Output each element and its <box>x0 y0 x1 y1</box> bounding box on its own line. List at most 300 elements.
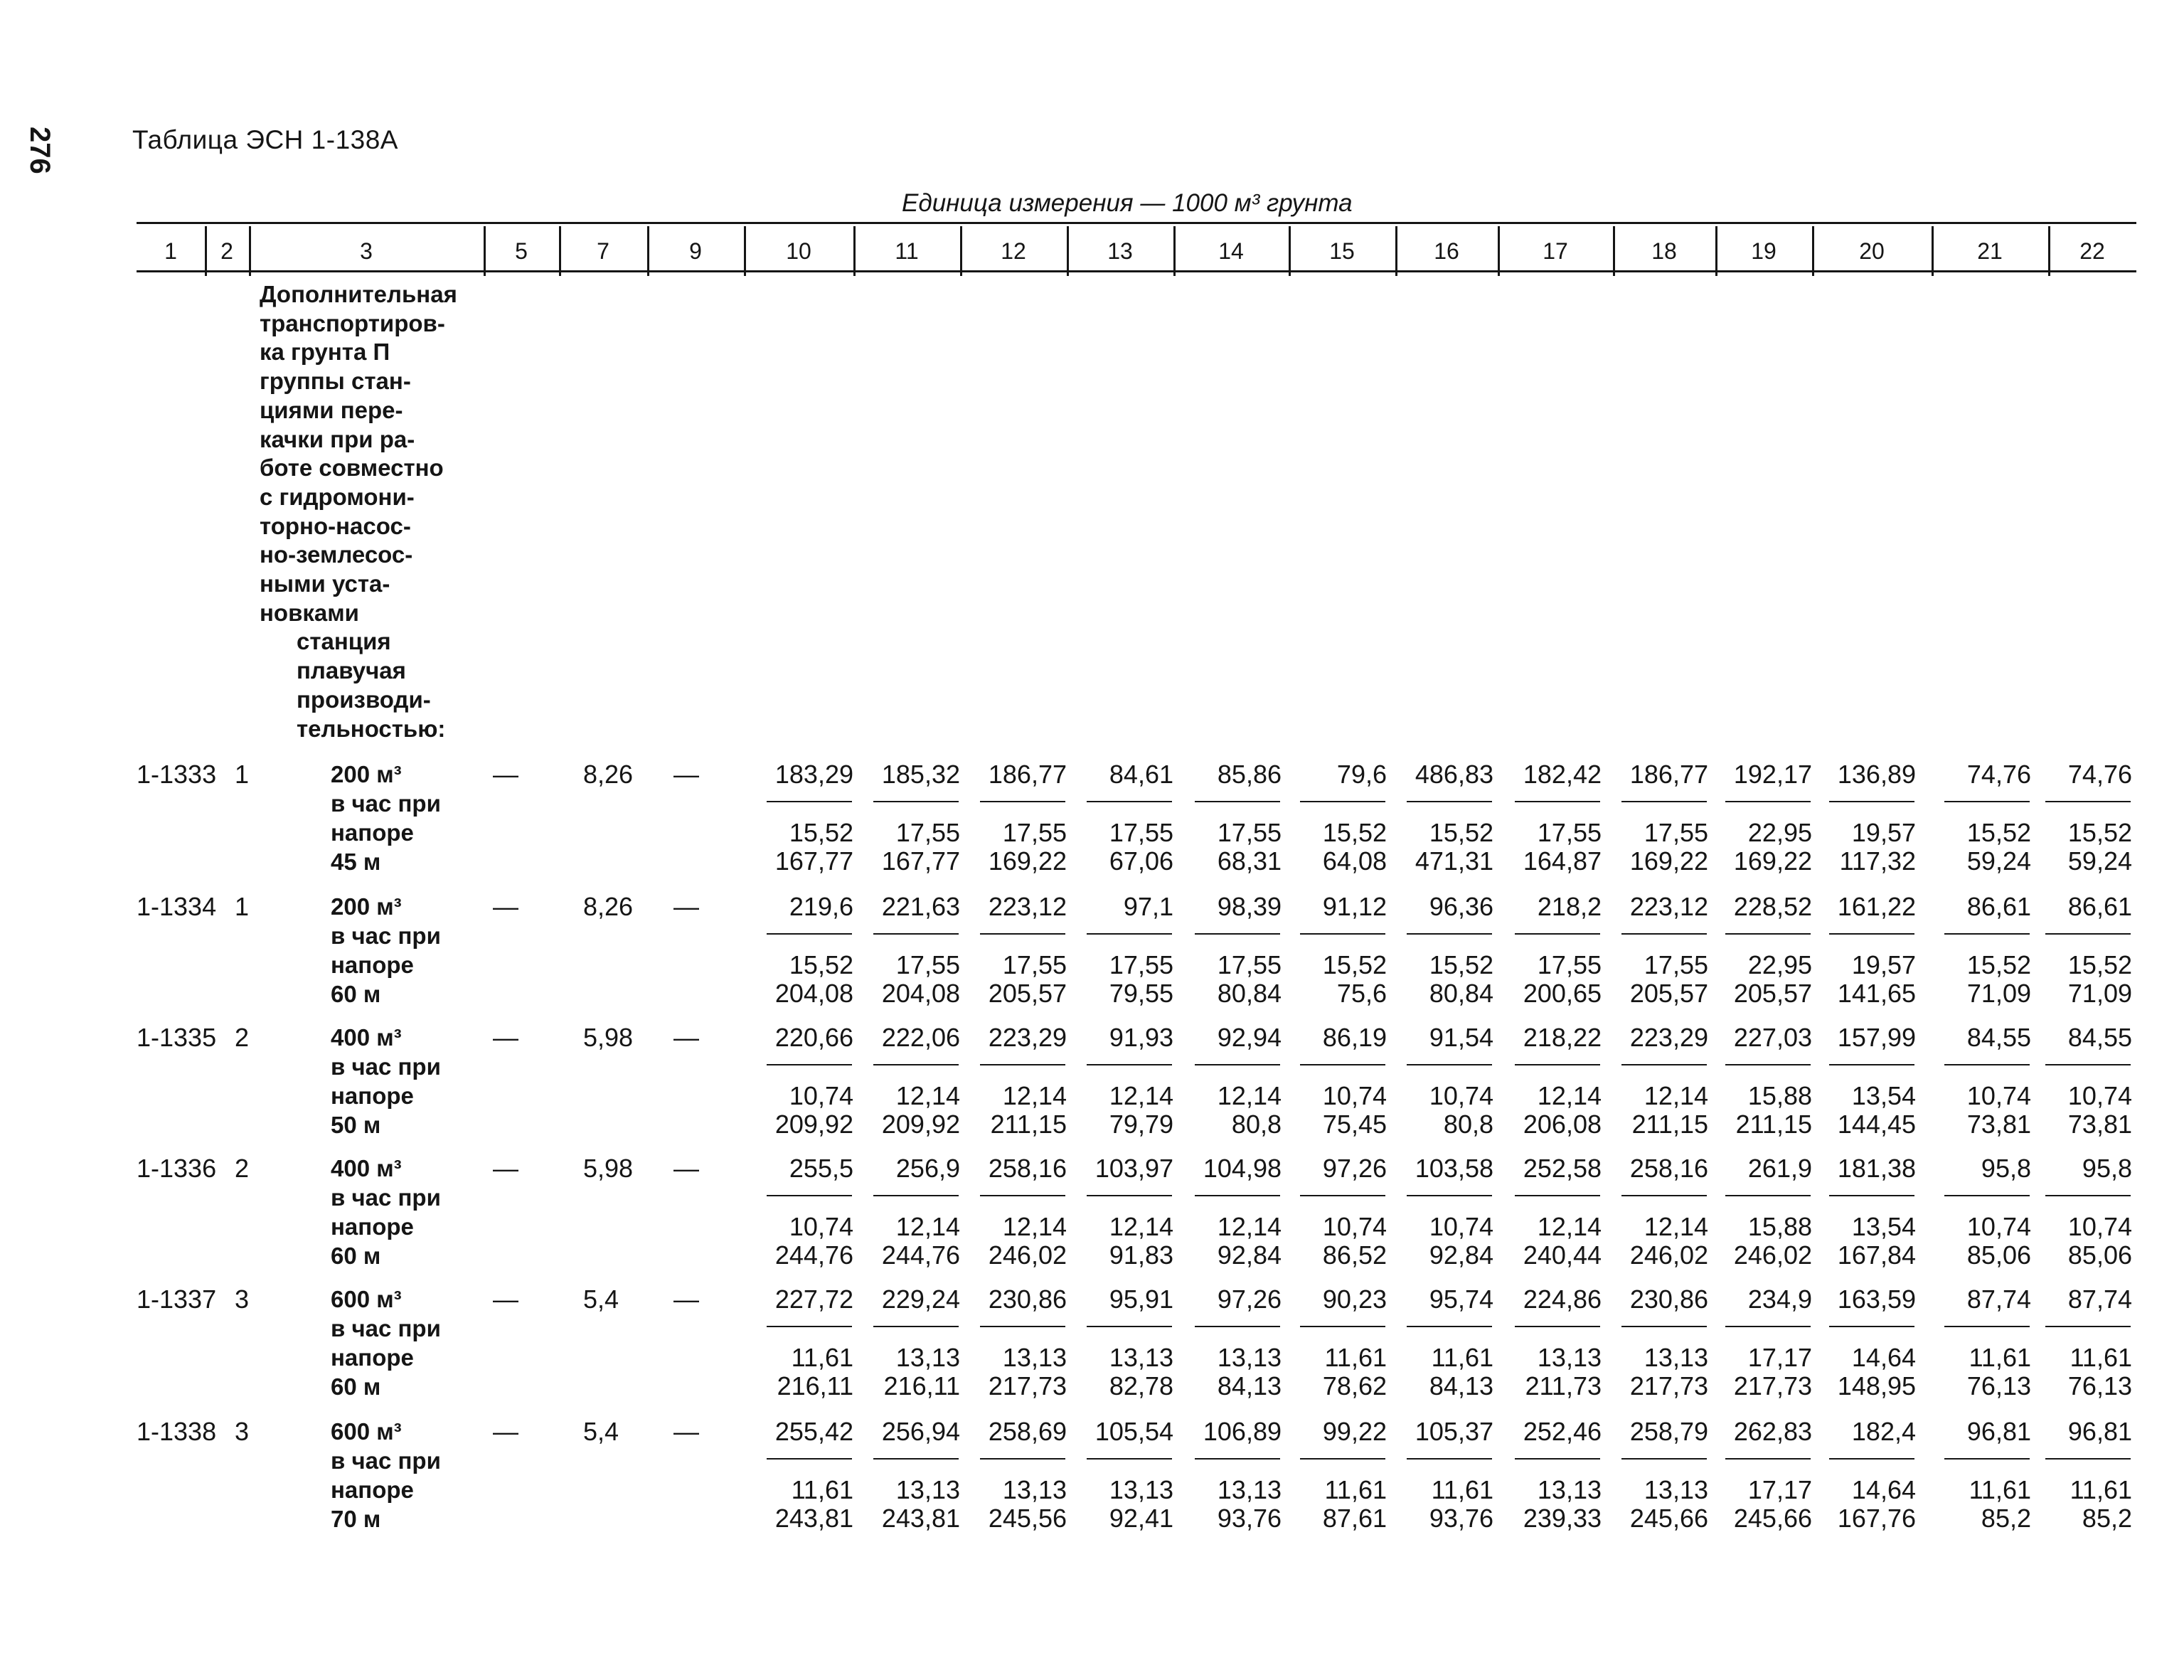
denominator-value: 11,61 <box>1324 1343 1387 1372</box>
bottom-value: 204,08 <box>881 979 960 1008</box>
numerator-value: 223,29 <box>988 1023 1067 1052</box>
denominator-value: 14,64 <box>1851 1475 1916 1504</box>
bottom-value: 64,08 <box>1322 846 1387 876</box>
numerator-value: 227,72 <box>774 1285 853 1314</box>
bottom-value: 117,32 <box>1839 846 1916 876</box>
fraction-bar <box>1621 1195 1707 1196</box>
column-header-3: 3 <box>360 238 373 264</box>
row-code: 1-1334 <box>137 892 217 921</box>
col7-value: 5,98 <box>583 1154 634 1183</box>
row-label-line: 50 м <box>331 1112 381 1138</box>
denominator-value: 11,61 <box>1969 1475 2031 1504</box>
row-label-line: в час при <box>331 790 441 817</box>
col5-dash: — <box>493 892 518 921</box>
numerator-value: 163,59 <box>1837 1285 1916 1314</box>
bottom-value: 217,73 <box>1733 1371 1812 1400</box>
fraction-bar <box>1515 1458 1600 1460</box>
numerator-value: 255,5 <box>789 1154 853 1183</box>
denominator-value: 10,74 <box>789 1212 853 1241</box>
bottom-value: 211,15 <box>1735 1110 1812 1139</box>
denominator-value: 12,14 <box>1217 1081 1282 1110</box>
bottom-value: 91,83 <box>1109 1240 1173 1270</box>
column-header-7: 7 <box>597 238 609 264</box>
bottom-value: 92,84 <box>1429 1240 1493 1270</box>
bottom-value: 204,08 <box>774 979 853 1008</box>
numerator-value: 86,19 <box>1322 1023 1387 1052</box>
description-indent-line: плавучая <box>297 657 406 684</box>
bottom-value: 246,02 <box>1629 1240 1708 1270</box>
row-label-line: 200 м³ <box>331 893 402 920</box>
column-header-16: 16 <box>1434 238 1459 264</box>
denominator-value: 15,52 <box>789 950 853 979</box>
denominator-value: 11,61 <box>2070 1343 2132 1372</box>
description-line: группы стан- <box>260 368 411 395</box>
fraction-bar <box>767 933 852 935</box>
bottom-value: 167,76 <box>1837 1504 1916 1533</box>
numerator-value: 186,77 <box>988 760 1067 789</box>
fraction-bar <box>1944 801 2030 802</box>
denominator-value: 12,14 <box>1109 1081 1173 1110</box>
description-indent-line: производи- <box>297 686 431 713</box>
denominator-value: 10,74 <box>2067 1081 2132 1110</box>
denominator-value: 15,88 <box>1747 1081 1812 1110</box>
column-separator <box>249 226 251 276</box>
numerator-value: 87,74 <box>1966 1285 2031 1314</box>
denominator-value: 17,55 <box>895 818 960 847</box>
section-description <box>260 280 457 743</box>
bottom-value: 80,84 <box>1217 979 1282 1008</box>
denominator-value: 10,74 <box>1322 1212 1387 1241</box>
denominator-value: 13,54 <box>1851 1212 1916 1241</box>
fraction-bar <box>1300 801 1385 802</box>
numerator-value: 230,86 <box>988 1285 1067 1314</box>
fraction-bar <box>873 1195 959 1196</box>
bottom-value: 82,78 <box>1109 1371 1173 1400</box>
denominator-value: 17,55 <box>1537 950 1602 979</box>
denominator-value: 13,13 <box>1217 1475 1282 1504</box>
bottom-value: 205,57 <box>988 979 1067 1008</box>
denominator-value: 12,14 <box>1002 1081 1067 1110</box>
bottom-value: 93,76 <box>1217 1504 1282 1533</box>
fraction-bar <box>1829 1195 1914 1196</box>
row-group: 3 <box>235 1417 250 1446</box>
denominator-value: 10,74 <box>1429 1081 1493 1110</box>
fraction-bar <box>1725 933 1811 935</box>
row-code: 1-1338 <box>137 1417 217 1446</box>
bottom-value: 211,15 <box>990 1110 1067 1139</box>
denominator-value: 13,13 <box>1644 1475 1708 1504</box>
numerator-value: 192,17 <box>1733 760 1812 789</box>
numerator-value: 157,99 <box>1837 1023 1916 1052</box>
numerator-value: 258,79 <box>1629 1417 1708 1446</box>
denominator-value: 15,88 <box>1747 1212 1812 1241</box>
denominator-value: 10,74 <box>789 1081 853 1110</box>
row-label-line: в час при <box>331 1315 441 1341</box>
numerator-value: 161,22 <box>1837 892 1916 921</box>
denominator-value: 15,52 <box>2067 818 2132 847</box>
row-label-line: 45 м <box>331 849 381 875</box>
numerator-value: 258,16 <box>1629 1154 1708 1183</box>
numerator-value: 106,89 <box>1203 1417 1282 1446</box>
column-separator <box>1395 226 1397 276</box>
bottom-value: 167,77 <box>881 846 960 876</box>
numerator-value: 234,9 <box>1747 1285 1812 1314</box>
fraction-bar <box>1087 933 1172 935</box>
fraction-bar <box>1195 1326 1280 1327</box>
column-separator <box>1932 226 1934 276</box>
numerator-value: 185,32 <box>881 760 960 789</box>
numerator-value: 186,77 <box>1629 760 1708 789</box>
fraction-bar <box>2045 801 2131 802</box>
bottom-value: 243,81 <box>881 1504 960 1533</box>
bottom-value: 217,73 <box>988 1371 1067 1400</box>
fraction-bar <box>1621 801 1707 802</box>
bottom-value: 169,22 <box>988 846 1067 876</box>
row-label-line: 200 м³ <box>331 761 402 787</box>
fraction-bar <box>1515 1064 1600 1065</box>
numerator-value: 136,89 <box>1837 760 1916 789</box>
column-separator <box>1715 226 1717 276</box>
denominator-value: 19,57 <box>1851 818 1916 847</box>
bottom-value: 246,02 <box>988 1240 1067 1270</box>
denominator-value: 12,14 <box>1537 1212 1602 1241</box>
description-line: качки при ра- <box>260 425 415 452</box>
row-label-line: 60 м <box>331 1373 381 1400</box>
fraction-bar <box>1944 1064 2030 1065</box>
bottom-value: 79,55 <box>1109 979 1173 1008</box>
numerator-value: 218,2 <box>1537 892 1602 921</box>
row-group: 2 <box>235 1154 250 1183</box>
col9-dash: — <box>673 1417 699 1446</box>
numerator-value: 104,98 <box>1203 1154 1282 1183</box>
description-line: торно-насос- <box>260 512 411 539</box>
column-separator <box>853 226 856 276</box>
fraction-bar <box>1515 801 1600 802</box>
fraction-bar <box>2045 1458 2131 1460</box>
numerator-value: 218,22 <box>1523 1023 1602 1052</box>
fraction-bar <box>1300 1195 1385 1196</box>
denominator-value: 13,13 <box>1537 1475 1602 1504</box>
fraction-bar <box>767 1458 852 1460</box>
numerator-value: 74,76 <box>1966 760 2031 789</box>
bottom-value: 148,95 <box>1837 1371 1916 1400</box>
fraction-bar <box>1087 1064 1172 1065</box>
denominator-value: 10,74 <box>1966 1212 2031 1241</box>
denominator-value: 12,14 <box>895 1081 960 1110</box>
numerator-value: 97,1 <box>1123 892 1173 921</box>
fraction-bar <box>1944 1458 2030 1460</box>
bottom-value: 167,84 <box>1837 1240 1916 1270</box>
bottom-value: 79,79 <box>1109 1110 1173 1139</box>
col7-value: 5,4 <box>583 1285 619 1314</box>
numerator-value: 91,54 <box>1429 1023 1493 1052</box>
numerator-value: 105,54 <box>1094 1417 1173 1446</box>
fraction-bar <box>1829 1064 1914 1065</box>
numerator-value: 258,69 <box>988 1417 1067 1446</box>
row-label-line: в час при <box>331 1447 441 1474</box>
denominator-value: 13,13 <box>1002 1475 1067 1504</box>
numerator-value: 96,81 <box>2067 1417 2132 1446</box>
fraction-bar <box>2045 1064 2131 1065</box>
bottom-value: 85,06 <box>1966 1240 2031 1270</box>
numerator-value: 95,8 <box>1981 1154 2031 1183</box>
fraction-bar <box>1300 933 1385 935</box>
column-separator <box>647 226 649 276</box>
fraction-bar <box>767 1064 852 1065</box>
bottom-value: 144,45 <box>1837 1110 1916 1139</box>
fraction-bar <box>1195 933 1280 935</box>
row-group: 1 <box>235 760 250 789</box>
fraction-bar <box>1300 1326 1385 1327</box>
row-label-line: 400 м³ <box>331 1024 402 1051</box>
col5-dash: — <box>493 760 518 789</box>
fraction-bar <box>1829 1326 1914 1327</box>
row-label-line: в час при <box>331 1184 441 1211</box>
bottom-value: 93,76 <box>1429 1504 1493 1533</box>
numerator-value: 95,91 <box>1109 1285 1173 1314</box>
row-label-line: 400 м³ <box>331 1155 402 1181</box>
description-line: боте совместно <box>260 454 444 482</box>
column-separator <box>559 226 561 276</box>
row-label-line: напоре <box>331 1083 414 1109</box>
fraction-bar <box>1725 1326 1811 1327</box>
fraction-bar <box>1195 1064 1280 1065</box>
numerator-value: 90,23 <box>1322 1285 1387 1314</box>
denominator-value: 13,13 <box>1109 1475 1173 1504</box>
fraction-bar <box>1944 1195 2030 1196</box>
fraction-bar <box>1725 1458 1811 1460</box>
bottom-value: 73,81 <box>2067 1110 2132 1139</box>
bottom-value: 75,45 <box>1322 1110 1387 1139</box>
bottom-value: 245,66 <box>1629 1504 1708 1533</box>
column-header-5: 5 <box>515 238 528 264</box>
bottom-value: 76,13 <box>1966 1371 2031 1400</box>
bottom-value: 59,24 <box>2067 846 2132 876</box>
bottom-value: 71,09 <box>1966 979 2031 1008</box>
fraction-bar <box>980 1064 1065 1065</box>
denominator-value: 12,14 <box>1644 1212 1708 1241</box>
bottom-value: 80,84 <box>1429 979 1493 1008</box>
row-label-line: напоре <box>331 1477 414 1503</box>
fraction-bar <box>2045 933 2131 935</box>
bottom-value: 209,92 <box>881 1110 960 1139</box>
bottom-value: 78,62 <box>1322 1371 1387 1400</box>
row-label-line: напоре <box>331 1344 414 1371</box>
denominator-value: 17,55 <box>1644 818 1708 847</box>
fraction-bar <box>1407 801 1492 802</box>
column-header-20: 20 <box>1859 238 1885 264</box>
column-header-22: 22 <box>2079 238 2105 264</box>
denominator-value: 11,61 <box>791 1475 853 1504</box>
bottom-value: 80,8 <box>1443 1110 1493 1139</box>
denominator-value: 15,52 <box>1966 950 2031 979</box>
numerator-value: 227,03 <box>1733 1023 1812 1052</box>
denominator-value: 11,61 <box>1431 1343 1493 1372</box>
numerator-value: 224,86 <box>1523 1285 1602 1314</box>
bottom-value: 205,57 <box>1629 979 1708 1008</box>
numerator-value: 252,46 <box>1523 1417 1602 1446</box>
fraction-bar <box>1087 1458 1172 1460</box>
column-header-2: 2 <box>220 238 233 264</box>
denominator-value: 13,13 <box>1537 1343 1602 1372</box>
bottom-value: 141,65 <box>1837 979 1916 1008</box>
bottom-value: 85,2 <box>2082 1504 2132 1533</box>
denominator-value: 12,14 <box>1644 1081 1708 1110</box>
numerator-value: 256,9 <box>895 1154 960 1183</box>
numerator-value: 103,58 <box>1415 1154 1493 1183</box>
bottom-value: 76,13 <box>2067 1371 2132 1400</box>
denominator-value: 12,14 <box>1217 1212 1282 1241</box>
column-separator <box>1067 226 1069 276</box>
description-line: новками <box>260 599 359 626</box>
numerator-value: 261,9 <box>1747 1154 1812 1183</box>
numerator-value: 223,29 <box>1629 1023 1708 1052</box>
numerator-value: 220,66 <box>774 1023 853 1052</box>
row-label-line: напоре <box>331 819 414 846</box>
denominator-value: 11,61 <box>791 1343 853 1372</box>
denominator-value: 14,64 <box>1851 1343 1916 1372</box>
fraction-bar <box>980 1326 1065 1327</box>
row-label-line: 60 м <box>331 1243 381 1269</box>
denominator-value: 15,52 <box>1429 950 1493 979</box>
row-group: 2 <box>235 1023 250 1052</box>
description-line: циями пере- <box>260 396 403 423</box>
numerator-value: 182,4 <box>1851 1417 1916 1446</box>
denominator-value: 17,17 <box>1747 1343 1812 1372</box>
fraction-bar <box>1829 933 1914 935</box>
denominator-value: 17,55 <box>1217 950 1282 979</box>
column-header-19: 19 <box>1751 238 1777 264</box>
denominator-value: 11,61 <box>1431 1475 1493 1504</box>
numerator-value: 86,61 <box>1966 892 2031 921</box>
denominator-value: 17,55 <box>1109 950 1173 979</box>
fraction-bar <box>767 1326 852 1327</box>
column-separator <box>744 226 746 276</box>
numerator-value: 229,24 <box>881 1285 960 1314</box>
bottom-value: 216,11 <box>883 1371 960 1400</box>
fraction-bar <box>1621 1458 1707 1460</box>
bottom-value: 167,77 <box>774 846 853 876</box>
numerator-value: 258,16 <box>988 1154 1067 1183</box>
fraction-bar <box>873 801 959 802</box>
numerator-value: 91,12 <box>1322 892 1387 921</box>
col5-dash: — <box>493 1023 518 1052</box>
column-header-10: 10 <box>786 238 811 264</box>
bottom-value: 169,22 <box>1733 846 1812 876</box>
denominator-value: 13,13 <box>1644 1343 1708 1372</box>
fraction-bar <box>2045 1195 2131 1196</box>
numerator-value: 221,63 <box>881 892 960 921</box>
numerator-value: 183,29 <box>774 760 853 789</box>
denominator-value: 17,55 <box>895 950 960 979</box>
numerator-value: 99,22 <box>1322 1417 1387 1446</box>
col9-dash: — <box>673 1285 699 1314</box>
fraction-bar <box>1087 1326 1172 1327</box>
denominator-value: 12,14 <box>1537 1081 1602 1110</box>
numerator-value: 84,55 <box>1966 1023 2031 1052</box>
denominator-value: 12,14 <box>895 1212 960 1241</box>
fraction-bar <box>1621 933 1707 935</box>
fraction-bar <box>1195 801 1280 802</box>
denominator-value: 13,13 <box>1109 1343 1173 1372</box>
row-label-line: напоре <box>331 952 414 978</box>
col9-dash: — <box>673 1023 699 1052</box>
numerator-value: 96,36 <box>1429 892 1493 921</box>
numerator-value: 486,83 <box>1415 760 1493 789</box>
denominator-value: 13,13 <box>1217 1343 1282 1372</box>
numerator-value: 230,86 <box>1629 1285 1708 1314</box>
description-indent-line: станция <box>297 628 391 655</box>
column-header-1: 1 <box>164 238 177 264</box>
fraction-bar <box>767 1195 852 1196</box>
fraction-bar <box>2045 1326 2131 1327</box>
column-header-18: 18 <box>1651 238 1677 264</box>
bottom-value: 211,15 <box>1631 1110 1708 1139</box>
row-group: 1 <box>235 892 250 921</box>
bottom-value: 86,52 <box>1322 1240 1387 1270</box>
denominator-value: 15,52 <box>2067 950 2132 979</box>
denominator-value: 11,61 <box>2070 1475 2132 1504</box>
column-header-21: 21 <box>1977 238 2003 264</box>
bottom-value: 205,57 <box>1733 979 1812 1008</box>
fraction-bar <box>1407 1195 1492 1196</box>
denominator-value: 15,52 <box>1966 818 2031 847</box>
numerator-value: 262,83 <box>1733 1417 1812 1446</box>
denominator-value: 10,74 <box>2067 1212 2132 1241</box>
fraction-bar <box>1195 1195 1280 1196</box>
numerator-value: 98,39 <box>1217 892 1282 921</box>
numerator-value: 91,93 <box>1109 1023 1173 1052</box>
fraction-bar <box>1944 1326 2030 1327</box>
bottom-value: 71,09 <box>2067 979 2132 1008</box>
fraction-bar <box>873 1458 959 1460</box>
description-line: но-землесос- <box>260 541 413 568</box>
fraction-bar <box>980 1458 1065 1460</box>
denominator-value: 19,57 <box>1851 950 1916 979</box>
bottom-value: 211,73 <box>1525 1371 1602 1400</box>
denominator-value: 15,52 <box>789 818 853 847</box>
bottom-value: 240,44 <box>1523 1240 1602 1270</box>
fraction-bar <box>1515 1195 1600 1196</box>
numerator-value: 181,38 <box>1837 1154 1916 1183</box>
row-code: 1-1333 <box>137 760 217 789</box>
fraction-bar <box>1829 801 1914 802</box>
numerator-value: 84,55 <box>2067 1023 2132 1052</box>
bottom-value: 169,22 <box>1629 846 1708 876</box>
denominator-value: 17,17 <box>1747 1475 1812 1504</box>
description-line: Дополнительная <box>260 281 457 307</box>
column-header-11: 11 <box>895 238 919 264</box>
bottom-value: 84,13 <box>1217 1371 1282 1400</box>
fraction-bar <box>1829 1458 1914 1460</box>
row-label-line: 70 м <box>331 1506 381 1532</box>
bottom-value: 245,66 <box>1733 1504 1812 1533</box>
description-line: ными уста- <box>260 570 390 597</box>
denominator-value: 15,52 <box>1429 818 1493 847</box>
numerator-value: 85,86 <box>1217 760 1282 789</box>
header-top-rule <box>137 222 2136 224</box>
col7-value: 5,98 <box>583 1023 634 1052</box>
fraction-bar <box>1725 1064 1811 1065</box>
fraction-bar <box>1407 1326 1492 1327</box>
bottom-value: 68,31 <box>1217 846 1282 876</box>
fraction-bar <box>1515 933 1600 935</box>
bottom-value: 209,92 <box>774 1110 853 1139</box>
column-separator <box>205 226 207 276</box>
row-group: 3 <box>235 1285 250 1314</box>
numerator-value: 255,42 <box>774 1417 853 1446</box>
row-code: 1-1336 <box>137 1154 217 1183</box>
